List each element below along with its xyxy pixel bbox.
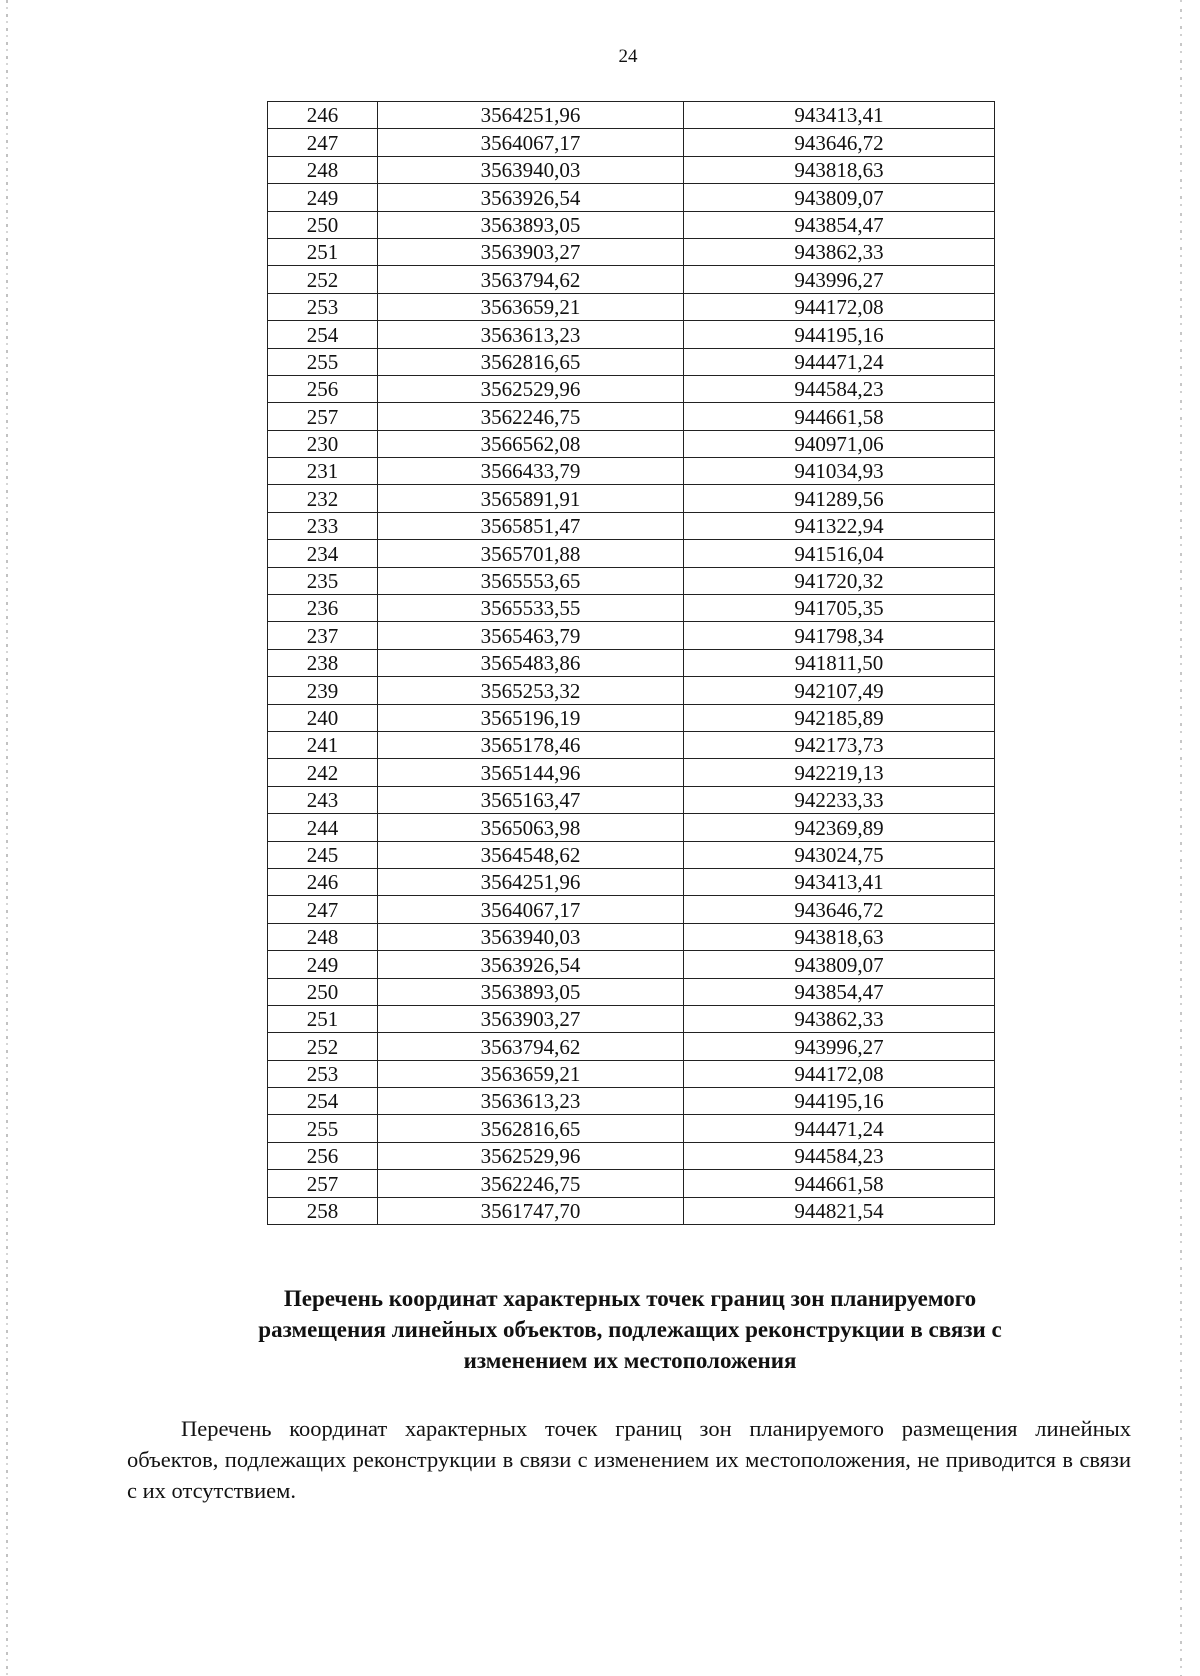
- y-coordinate-cell: 941720,32: [684, 567, 995, 594]
- y-coordinate-cell: 944471,24: [684, 1115, 995, 1142]
- table-row: [268, 238, 995, 265]
- y-coordinate-cell: 943996,27: [684, 1033, 995, 1060]
- y-coordinate-cell: 943413,41: [684, 868, 995, 895]
- x-coordinate-cell: 3565553,65: [378, 567, 684, 594]
- point-number-cell: 250: [268, 978, 378, 1005]
- y-coordinate-cell: 943024,75: [684, 841, 995, 868]
- y-coordinate-cell: 941798,34: [684, 622, 995, 649]
- point-number-cell: 256: [268, 1142, 378, 1169]
- x-coordinate-cell: 3563893,05: [378, 978, 684, 1005]
- table-row: [268, 540, 995, 567]
- table-row: [268, 403, 995, 430]
- table-row: [268, 649, 995, 676]
- y-coordinate-cell: 942107,49: [684, 677, 995, 704]
- x-coordinate-cell: 3562246,75: [378, 403, 684, 430]
- x-coordinate-cell: 3565163,47: [378, 786, 684, 813]
- table-row: [268, 731, 995, 758]
- table-row: [268, 814, 995, 841]
- x-coordinate-cell: 3563926,54: [378, 951, 684, 978]
- x-coordinate-cell: 3565253,32: [378, 677, 684, 704]
- y-coordinate-cell: 944195,16: [684, 1088, 995, 1115]
- point-number-cell: 248: [268, 923, 378, 950]
- y-coordinate-cell: 943996,27: [684, 266, 995, 293]
- table-row: [268, 1142, 995, 1169]
- y-coordinate-cell: 944661,58: [684, 1170, 995, 1197]
- table-row: [268, 156, 995, 183]
- y-coordinate-cell: 941289,56: [684, 485, 995, 512]
- table-row: [268, 759, 995, 786]
- x-coordinate-cell: 3564067,17: [378, 129, 684, 156]
- y-coordinate-cell: 943854,47: [684, 211, 995, 238]
- point-number-cell: 252: [268, 266, 378, 293]
- page-number: 24: [618, 46, 638, 67]
- table-row: [268, 868, 995, 895]
- point-number-cell: 242: [268, 759, 378, 786]
- x-coordinate-cell: 3563903,27: [378, 238, 684, 265]
- point-number-cell: 235: [268, 567, 378, 594]
- table-row: [268, 1060, 995, 1087]
- x-coordinate-cell: 3563926,54: [378, 184, 684, 211]
- table-row: [268, 1197, 995, 1224]
- y-coordinate-cell: 943413,41: [684, 102, 995, 129]
- x-coordinate-cell: 3562246,75: [378, 1170, 684, 1197]
- x-coordinate-cell: 3563794,62: [378, 266, 684, 293]
- x-coordinate-cell: 3562529,96: [378, 1142, 684, 1169]
- table-row: [268, 786, 995, 813]
- table-row: [268, 622, 995, 649]
- table-row: [268, 978, 995, 1005]
- y-coordinate-cell: 943809,07: [684, 184, 995, 211]
- table-row: [268, 841, 995, 868]
- x-coordinate-cell: 3563659,21: [378, 1060, 684, 1087]
- point-number-cell: 247: [268, 896, 378, 923]
- x-coordinate-cell: 3563613,23: [378, 1088, 684, 1115]
- point-number-cell: 244: [268, 814, 378, 841]
- table-row: [268, 512, 995, 539]
- point-number-cell: 250: [268, 211, 378, 238]
- x-coordinate-cell: 3564251,96: [378, 102, 684, 129]
- x-coordinate-cell: 3565891,91: [378, 485, 684, 512]
- table-row: [268, 129, 995, 156]
- point-number-cell: 251: [268, 1005, 378, 1032]
- x-coordinate-cell: 3564251,96: [378, 868, 684, 895]
- x-coordinate-cell: 3563613,23: [378, 321, 684, 348]
- table-row: [268, 293, 995, 320]
- point-number-cell: 240: [268, 704, 378, 731]
- x-coordinate-cell: 3564548,62: [378, 841, 684, 868]
- y-coordinate-cell: 943862,33: [684, 1005, 995, 1032]
- table-row: [268, 266, 995, 293]
- x-coordinate-cell: 3563940,03: [378, 923, 684, 950]
- table-row: [268, 184, 995, 211]
- table-row: [268, 567, 995, 594]
- point-number-cell: 245: [268, 841, 378, 868]
- scan-edge-left: [6, 0, 8, 1676]
- table-row: [268, 923, 995, 950]
- y-coordinate-cell: 942219,13: [684, 759, 995, 786]
- table-row: [268, 102, 995, 129]
- point-number-cell: 233: [268, 512, 378, 539]
- y-coordinate-cell: 942185,89: [684, 704, 995, 731]
- y-coordinate-cell: 943862,33: [684, 238, 995, 265]
- point-number-cell: 248: [268, 156, 378, 183]
- table-row: [268, 951, 995, 978]
- x-coordinate-cell: 3564067,17: [378, 896, 684, 923]
- x-coordinate-cell: 3565701,88: [378, 540, 684, 567]
- x-coordinate-cell: 3562529,96: [378, 375, 684, 402]
- y-coordinate-cell: 943818,63: [684, 156, 995, 183]
- table-row: [268, 348, 995, 375]
- x-coordinate-cell: 3561747,70: [378, 1197, 684, 1224]
- point-number-cell: 255: [268, 1115, 378, 1142]
- table-row: [268, 211, 995, 238]
- point-number-cell: 247: [268, 129, 378, 156]
- body-paragraph: Перечень координат характерных точек границ зон планируемого размещения линейных объектов, подлежащих реконструкции в связи с изменением их местоположения, не приводится в связи с их отсутствием.: [127, 1416, 1131, 1503]
- y-coordinate-cell: 944584,23: [684, 1142, 995, 1169]
- point-number-cell: 256: [268, 375, 378, 402]
- point-number-cell: 255: [268, 348, 378, 375]
- point-number-cell: 257: [268, 1170, 378, 1197]
- x-coordinate-cell: 3562816,65: [378, 1115, 684, 1142]
- table-row: [268, 1005, 995, 1032]
- y-coordinate-cell: 944584,23: [684, 375, 995, 402]
- table-row: [268, 485, 995, 512]
- table-row: [268, 1033, 995, 1060]
- x-coordinate-cell: 3565533,55: [378, 595, 684, 622]
- x-coordinate-cell: 3563893,05: [378, 211, 684, 238]
- table-row: [268, 1170, 995, 1197]
- point-number-cell: 236: [268, 595, 378, 622]
- table-row: [268, 321, 995, 348]
- point-number-cell: 257: [268, 403, 378, 430]
- point-number-cell: 231: [268, 458, 378, 485]
- point-number-cell: 230: [268, 430, 378, 457]
- y-coordinate-cell: 941034,93: [684, 458, 995, 485]
- point-number-cell: 232: [268, 485, 378, 512]
- point-number-cell: 254: [268, 1088, 378, 1115]
- coordinates-table: [267, 101, 995, 1225]
- y-coordinate-cell: 940971,06: [684, 430, 995, 457]
- y-coordinate-cell: 943646,72: [684, 129, 995, 156]
- x-coordinate-cell: 3566562,08: [378, 430, 684, 457]
- y-coordinate-cell: 944195,16: [684, 321, 995, 348]
- point-number-cell: 243: [268, 786, 378, 813]
- point-number-cell: 252: [268, 1033, 378, 1060]
- x-coordinate-cell: 3563794,62: [378, 1033, 684, 1060]
- y-coordinate-cell: 942173,73: [684, 731, 995, 758]
- point-number-cell: 237: [268, 622, 378, 649]
- y-coordinate-cell: 943818,63: [684, 923, 995, 950]
- point-number-cell: 249: [268, 951, 378, 978]
- y-coordinate-cell: 944661,58: [684, 403, 995, 430]
- point-number-cell: 253: [268, 1060, 378, 1087]
- point-number-cell: 251: [268, 238, 378, 265]
- table-row: [268, 704, 995, 731]
- x-coordinate-cell: 3565463,79: [378, 622, 684, 649]
- x-coordinate-cell: 3565196,19: [378, 704, 684, 731]
- x-coordinate-cell: 3565483,86: [378, 649, 684, 676]
- y-coordinate-cell: 944821,54: [684, 1197, 995, 1224]
- scan-edge-right: [1180, 0, 1182, 1676]
- point-number-cell: 246: [268, 868, 378, 895]
- point-number-cell: 253: [268, 293, 378, 320]
- point-number-cell: 241: [268, 731, 378, 758]
- point-number-cell: 246: [268, 102, 378, 129]
- table-row: [268, 1088, 995, 1115]
- table-row: [268, 430, 995, 457]
- y-coordinate-cell: 941516,04: [684, 540, 995, 567]
- x-coordinate-cell: 3562816,65: [378, 348, 684, 375]
- x-coordinate-cell: 3565063,98: [378, 814, 684, 841]
- point-number-cell: 254: [268, 321, 378, 348]
- section-title-line-1: Перечень координат характерных точек границ зон планируемого: [283, 1286, 977, 1311]
- y-coordinate-cell: 941705,35: [684, 595, 995, 622]
- point-number-cell: 258: [268, 1197, 378, 1224]
- y-coordinate-cell: 941811,50: [684, 649, 995, 676]
- coordinates-table-body: [268, 102, 995, 1225]
- y-coordinate-cell: 943854,47: [684, 978, 995, 1005]
- table-row: [268, 1115, 995, 1142]
- point-number-cell: 249: [268, 184, 378, 211]
- x-coordinate-cell: 3565851,47: [378, 512, 684, 539]
- y-coordinate-cell: 943646,72: [684, 896, 995, 923]
- x-coordinate-cell: 3565144,96: [378, 759, 684, 786]
- x-coordinate-cell: 3563659,21: [378, 293, 684, 320]
- table-row: [268, 595, 995, 622]
- y-coordinate-cell: 942369,89: [684, 814, 995, 841]
- table-row: [268, 677, 995, 704]
- x-coordinate-cell: 3565178,46: [378, 731, 684, 758]
- y-coordinate-cell: 944172,08: [684, 293, 995, 320]
- table-row: [268, 375, 995, 402]
- y-coordinate-cell: 941322,94: [684, 512, 995, 539]
- y-coordinate-cell: 943809,07: [684, 951, 995, 978]
- y-coordinate-cell: 942233,33: [684, 786, 995, 813]
- table-row: [268, 896, 995, 923]
- point-number-cell: 234: [268, 540, 378, 567]
- table-row: [268, 458, 995, 485]
- x-coordinate-cell: 3563940,03: [378, 156, 684, 183]
- x-coordinate-cell: 3566433,79: [378, 458, 684, 485]
- section-title-line-3: изменением их местоположения: [463, 1348, 797, 1373]
- point-number-cell: 239: [268, 677, 378, 704]
- section-title: [150, 1283, 1110, 1376]
- y-coordinate-cell: 944471,24: [684, 348, 995, 375]
- y-coordinate-cell: 944172,08: [684, 1060, 995, 1087]
- x-coordinate-cell: 3563903,27: [378, 1005, 684, 1032]
- point-number-cell: 238: [268, 649, 378, 676]
- section-title-line-2: размещения линейных объектов, подлежащих реконструкции в связи с: [258, 1317, 1002, 1342]
